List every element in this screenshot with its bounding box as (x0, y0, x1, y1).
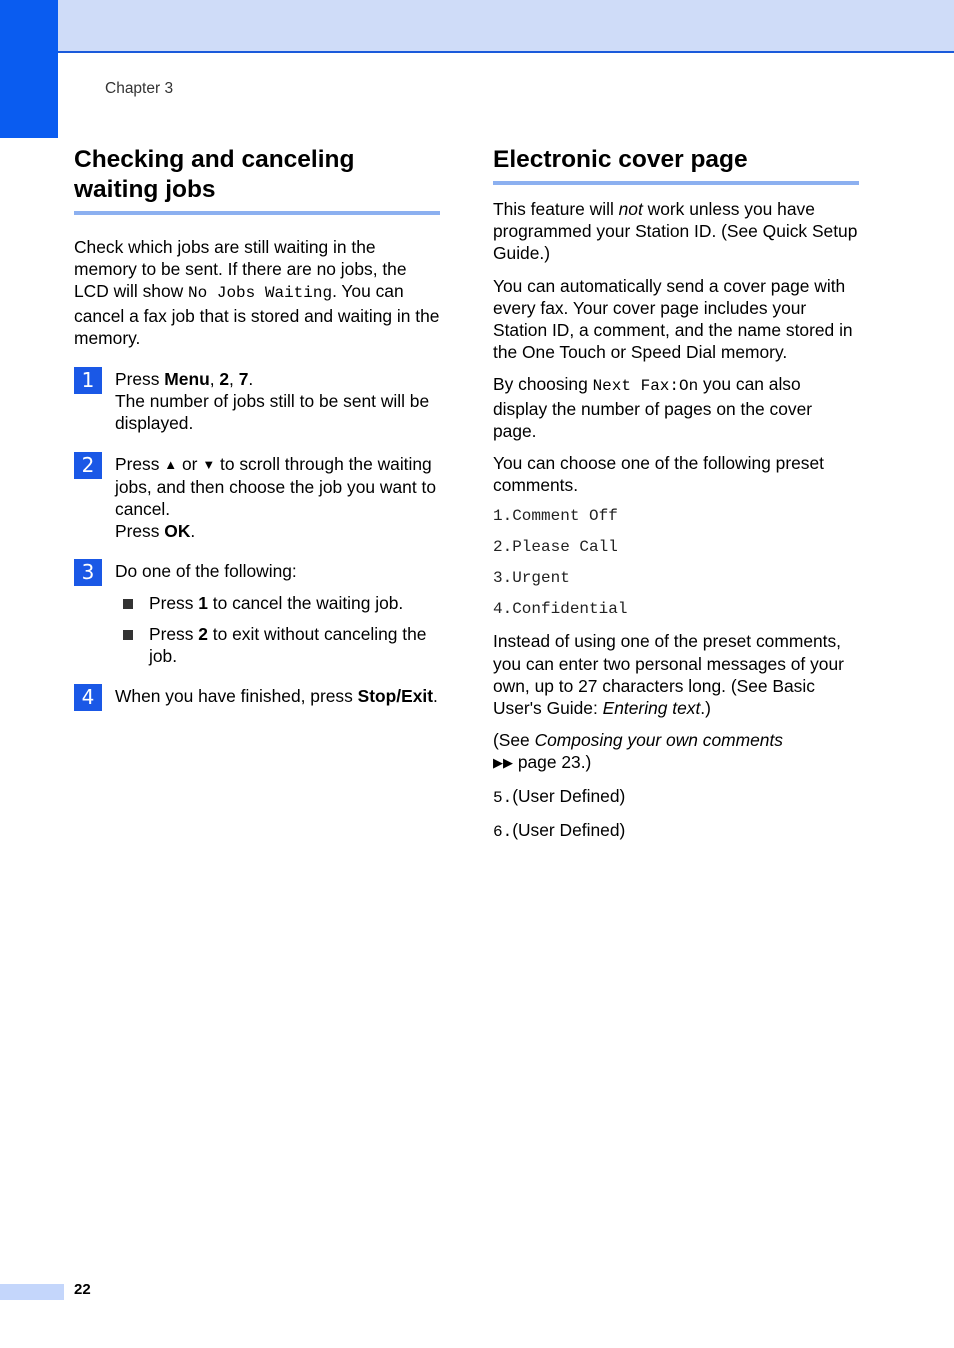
composing-reference (493, 729, 859, 774)
section-title-cover-page: Electronic cover page (493, 145, 859, 185)
user-defined-6 (493, 819, 859, 843)
bullet-item-exit (123, 623, 440, 667)
bullet-text: Press (149, 592, 199, 613)
menu-key: Menu (164, 369, 210, 390)
step-number-2: 2 (74, 452, 102, 479)
key-1: 1 (198, 592, 208, 613)
right-column (493, 145, 859, 843)
step-1-press: Press (115, 369, 165, 390)
option-label: (User Defined) (512, 785, 626, 806)
personal-message-paragraph (493, 630, 859, 719)
bullet-square-icon (123, 630, 133, 640)
bullet-item-cancel (123, 592, 440, 614)
bullet-text: to exit without canceling the job. (149, 623, 427, 667)
step-2-press: Press (115, 453, 165, 474)
preset-comment: 1.Comment Off (493, 507, 618, 526)
bullet-square-icon (123, 599, 133, 609)
next-fax-paragraph (493, 373, 859, 442)
step-2-press-ok (115, 520, 440, 542)
preset-comment: 3.Urgent (493, 569, 570, 588)
footer-band (0, 1284, 64, 1300)
step-3 (74, 560, 440, 667)
step-2-text: to scroll through the waiting jobs, and then choose the job you want to cancel. (115, 453, 436, 520)
text: (See (493, 730, 535, 751)
preset-comment: 4.Confidential (493, 600, 628, 619)
step-2-instruction (115, 453, 440, 521)
text: This feature will (493, 199, 619, 219)
lcd-setting: Next Fax:On (592, 377, 699, 396)
text: Instead of using one of the preset comments, you can enter two personal messages of your own, up to 27 characters long. (See Basic User's Guide: (493, 631, 844, 719)
option-label: (User Defined) (512, 819, 626, 840)
period: . (248, 369, 254, 390)
step-1-instruction (115, 368, 440, 390)
step-number-3: 3 (74, 559, 102, 586)
intro-paragraph (74, 236, 440, 349)
text: .) (700, 698, 711, 719)
down-arrow-icon: ▼ (202, 456, 216, 472)
bullet-text: to cancel the waiting job. (207, 592, 404, 613)
intro-text: Check which jobs are still waiting in the memory to be sent. If there are no jobs, the LCD will show (74, 237, 407, 302)
user-defined-5 (493, 785, 859, 809)
double-arrow-icon: ▶▶ (493, 755, 513, 771)
chapter-tab (0, 0, 58, 138)
feature-note (493, 198, 859, 265)
text: work unless you have programmed your Station ID. (See Quick Setup Guide.) (493, 199, 858, 264)
text: By choosing (493, 374, 593, 395)
lcd-message: No Jobs Waiting (188, 284, 333, 303)
sep: , (209, 369, 220, 390)
preset-comment: 2.Please Call (493, 538, 618, 557)
step-1-detail: The number of jobs still to be sent will be displayed. (115, 391, 430, 434)
or: or (177, 453, 203, 474)
header-band (0, 0, 954, 53)
up-arrow-icon: ▲ (164, 456, 178, 472)
text: you can also display the number of pages on the cover page. (493, 374, 813, 441)
preset-intro: You can choose one of the following preset comments. (493, 453, 824, 496)
step-3-instruction: Do one of the following: (115, 561, 297, 582)
period: . (190, 521, 196, 542)
bullet-text: Press (149, 623, 199, 644)
stop-exit-key: Stop/Exit (357, 686, 434, 707)
key-7: 7 (238, 369, 249, 390)
cover-page-description: You can automatically send a cover page with every fax. Your cover page includes your Station ID, a comment, and the name stored in the One Touch or Speed Dial memory. (493, 275, 853, 363)
intro-text-end: . You can cancel a fax job that is stored and waiting in the memory. (74, 281, 440, 348)
step-1 (74, 368, 440, 435)
step-number-1: 1 (74, 367, 102, 394)
page-number: 22 (74, 1281, 91, 1298)
left-column (74, 145, 440, 710)
sep: , (229, 369, 239, 390)
option-number: 6. (493, 822, 513, 841)
step-4-text: When you have finished, press (115, 686, 358, 707)
step-4-instruction (115, 685, 440, 707)
key-2: 2 (219, 369, 230, 390)
reference-title: Entering text (602, 698, 701, 719)
key-2: 2 (198, 623, 208, 644)
emphasis: not (618, 199, 643, 219)
section-title-checking: Checking and canceling waiting jobs (74, 145, 440, 215)
step-number-4: 4 (74, 684, 102, 711)
period: . (433, 686, 438, 707)
ok-key: OK (164, 521, 191, 542)
chapter-label: Chapter 3 (105, 80, 174, 97)
option-number: 5. (493, 788, 513, 807)
step-2 (74, 453, 440, 543)
page-ref: page 23.) (513, 752, 592, 773)
press: Press (115, 521, 165, 542)
reference-title: Composing your own comments (534, 730, 783, 751)
step-4 (74, 685, 440, 710)
